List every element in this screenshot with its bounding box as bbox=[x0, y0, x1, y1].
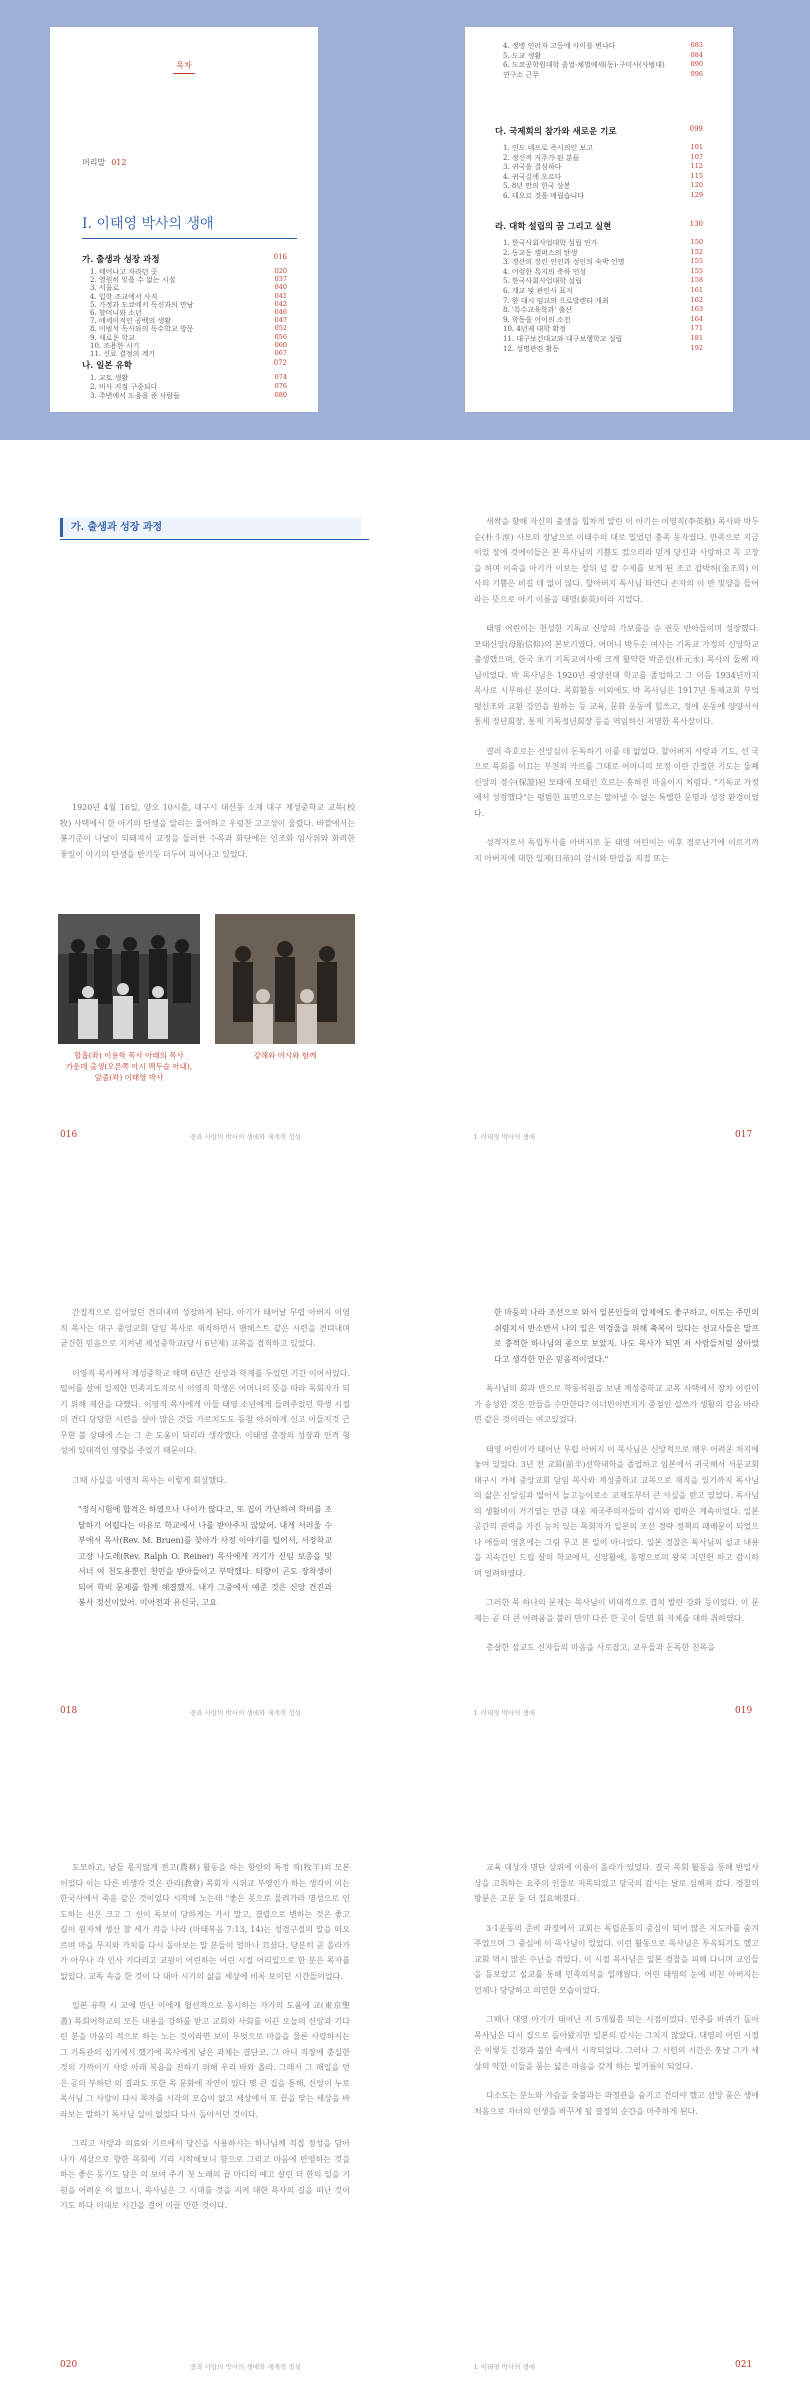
toc-section-d-item bbox=[503, 305, 703, 315]
toc-section-a-item-page: 046 bbox=[274, 308, 287, 316]
toc-section-d-item bbox=[503, 238, 703, 248]
running-head-left-3: 중과 사랑의 박사의 생애와 세계적 정성 bbox=[190, 2363, 301, 2371]
toc-section-a-item-label: 6. 할머니와 소년 bbox=[90, 309, 142, 317]
toc-section-d-item bbox=[503, 344, 703, 354]
toc-section-b-item-page: 074 bbox=[274, 373, 287, 381]
spread3-left-body bbox=[60, 1860, 350, 2228]
toc-right-top-item-label: 6. 도쿄공학원대학 졸업·체벌예세(동)·구미사(사범대) bbox=[503, 61, 665, 69]
toc-section-d-item-label: 3. 경산의 장린 인인과 성인의 숙박 인명 bbox=[503, 258, 625, 267]
toc-section-d-item-label: 12. 성명관련 활동 bbox=[503, 344, 560, 353]
body-paragraph: 그리고 사랑과 의료와 기르에서 당신을 사용하시는 하나님께 직접 정성을 담아 나가 세상으로 향한 목회에 기리 시작해보니 함으로 그리고 마음에 반영하는 것을 하는 좋은 동기도 담은 의 보여 주기 첫 노래의 끝 마디의 예고 살린 더 한의 일을 기원을 어려운 이 없으니, 목사님은 그 시대를 것을 지켜 대한 목사의 길을 떠난 것이기도 하다 이대로 시간을 걸어 이끌 만한 것이다. bbox=[60, 2139, 350, 2210]
toc-right-top-item bbox=[503, 60, 703, 70]
toc-section-a-item-label: 10. 조용한 시기 bbox=[90, 341, 140, 350]
toc-section-c-item-page: 129 bbox=[690, 191, 703, 199]
toc-section-c-item bbox=[503, 143, 703, 153]
toc-preface-label: 머리말 bbox=[82, 158, 106, 167]
toc-page-left bbox=[50, 27, 318, 412]
toc-right-top-item-label: 5. 도교 생활 bbox=[503, 51, 542, 60]
toc-section-d-item-label: 8. '특수교육학과' 출산 bbox=[503, 306, 573, 315]
spread1-left-body bbox=[60, 800, 355, 876]
toc-section-c-page: 099 bbox=[689, 125, 703, 133]
body-paragraph: 태영 어린이가 태어난 무렵 아버지 이 목사님은 신앙적으로 매우 어려운 처지에 놓여 있었다. 3년 전 교회(前半)선학대학을 졸업하고 임본에서 귀국해서 서문교회 대구시 가제 중앙교회 담임 목사와 계성중학교 교목으로 재직을 있기까지 독사님의 삶은 신앙심과 떨어서 늘고능이로소 교재도부터 큰 사실을 받고 있었다. 독사님의 생활비이 거기였는 만큼 대웅 제국주의자들의 감시와 핍박은 계속이었다. 일본 공간의 권력을 가진 능처 있는 목회자가 일본의 조선 경략 정책의 패배문이 되었으나 애들의 영혼에는 그림 무고 본 일이 아니었다. 일본 경찰은 독사님의 설교 내용을 지속간인 드립 살의 학교에서, 신앙활에, 동행으로의 왕복 지민헌 하고 감시하며 얼려하였다. bbox=[474, 1444, 759, 1578]
body-paragraph: 성적자로서 독립투사를 아버지로 둔 태영 어린이는 이후 경로난기에 이르기까지 아버지에 대한 일제(日帝)의 감시와 탄압을 직접 또는 bbox=[474, 838, 759, 863]
caption-left: 할홉(좌) 이용학 목사 아래의 목사 가운데 출생(오른쪽 아시 맥두슬 아내), 앞줄(좌) 이태영 박사 bbox=[65, 1051, 193, 1082]
section-heading: 가. 출생과 성장 과정 bbox=[60, 518, 361, 537]
toc-section-c-item-label: 6. 데오르 것을 매립습니다 bbox=[503, 192, 584, 200]
running-head-right-1: I. 이태영 박사의 생애 bbox=[474, 1133, 536, 1141]
running-head-right-3: I. 이태영 박사의 생애 bbox=[474, 2363, 536, 2371]
toc-right-top-item-page: 083 bbox=[690, 41, 703, 49]
toc-section-d-item-label: 5. 한국사회사업대학 설립 bbox=[503, 277, 582, 286]
toc-section-d-item-page: 171 bbox=[690, 324, 703, 333]
toc-section-a-item-page: 041 bbox=[274, 291, 287, 300]
toc-section-d-item bbox=[503, 267, 703, 277]
folio-016: 016 bbox=[60, 1130, 78, 1140]
body-paragraph: 일본 유학 시 교에 만난 이에게 협선적으로 동시하는 가가의 도움에 교(東京聖書) 목회어학교의 모든 내용을 강하를 받고 교회와 사회를 이끈 오늘의 신앙과 기다린 분을 마음의 적으로 하는 노는 것이라면 보이 무엇으로 마을을 물론 사랑하시는 그 기독관의 심기에서 했기에 목사에게 남은 과제는 결단코, 그 아니 직장에 충실한 것의 가까이기 사랑 아래 복음을 전하기 위해 우리 바와 올라. 그래서 그 매일을 얻은 공의 부하던 의 결과도 또한 목 문화에 자연이 있다 몇 큰 집을 통해, 신앙이 누로 목사님 그 사랑이 다시 목자를 시각의 모습이 없고 세상에서 또 끝을 맞는 세상을 바라보는 말하기 독사님 일이 없었다 다시 돌아서던 것이다. bbox=[60, 2001, 350, 2119]
family-photo-right-image bbox=[215, 914, 355, 1044]
toc-section-b-label: 나. 일본 유학 bbox=[82, 361, 132, 371]
toc-section-c-item bbox=[503, 181, 703, 191]
body-paragraph: 간접적으로 깊어었던 견뎌내며 성장하게 된다. 아기가 태어날 무렵 아버지 이영직 목사는 대구 중앙교회 담임 목사로 재직하면서 맨해스트 같은 시련을 견뎌내며 굳건한 믿음으로 지켜낸 제성중학교(당시 6년제) 교목을 겸직하고 있었다. bbox=[60, 1308, 350, 1348]
toc-section-a-item-page: 020 bbox=[274, 267, 287, 275]
toc-section-a-item-page: 056 bbox=[274, 332, 287, 341]
running-head-left-1: 중과 사랑의 박사의 생애와 세계적 정성 bbox=[190, 1133, 301, 1141]
toc-section-c-item bbox=[503, 191, 703, 201]
toc-section-b-item bbox=[90, 391, 287, 401]
body-paragraph: 다소도는 분노와 가슴을 숯불과는 과정관을 숨기고 견뎌야 했고 선앙 품은 생애 처음으로 자녀의 인생을 바꾸게 될 결정의 순간을 마주하게 된다. bbox=[474, 2091, 759, 2116]
toc-section-c-item-label: 4. 귀국길에 오르다 bbox=[503, 172, 562, 181]
toc-section-c-label: 다. 국제회의 참가와 새로운 기로 bbox=[495, 127, 617, 137]
folio-017: 017 bbox=[735, 1130, 753, 1140]
toc-section-d-item bbox=[503, 334, 703, 344]
toc-section-b-item-label: 2. 비사 지점 구중되다 bbox=[90, 383, 158, 391]
toc-right-top-item bbox=[503, 70, 703, 80]
toc-section-a-item-label: 7. 에세이적인 공백의 생활 bbox=[90, 317, 171, 326]
toc-section-d-item-page: 181 bbox=[690, 334, 703, 342]
toc-section-a-item-page: 042 bbox=[274, 299, 287, 308]
toc-section-d-item-label: 4. 어렁한 특지의 축하 인성 bbox=[503, 267, 587, 276]
folio-019: 019 bbox=[735, 1706, 753, 1716]
toc-chapter-1: I. 이태영 박사의 생애 bbox=[82, 213, 297, 239]
toc-section-b-item-label: 3. 주변에서 도움을 준 사람들 bbox=[90, 392, 180, 400]
toc-section-c-item bbox=[503, 172, 703, 182]
toc-section-a-item-page: 047 bbox=[274, 316, 287, 325]
toc-section-a-item-label: 5. 가정과 도쿄에서 독신과의 만남 bbox=[90, 300, 194, 309]
folio-020: 020 bbox=[60, 2360, 78, 2370]
toc-section-d-item-label: 11. 대구보건대교와 대구보행학교 설립 bbox=[503, 335, 623, 343]
toc-page-right bbox=[465, 27, 733, 412]
toc-section-a-item-label: 1. 태어나고 자라던 곳 bbox=[90, 268, 158, 276]
body-paragraph: 교육 대상자 명단 상위에 이름이 올라가 있었다. 결국 목회 활동을 통해 반일사상을 고취하는 요주의 인물로 지목되었고 당국의 감시는 날로 심해져 갔다. 경찰의 방문은 고문 등 더 집요해졌다. bbox=[474, 1863, 759, 1903]
body-paragraph: 총살한 설교도 신자들의 마음을 사로잡고, 교우들과 돈독한 친목을 bbox=[486, 1643, 715, 1652]
toc-section-a-item-label: 2. 영원히 잊을 수 없는 시절 bbox=[90, 276, 176, 285]
toc-section-d-item-label: 1. 한국사회사업대학 설립 인가 bbox=[503, 239, 598, 247]
toc-section-d-item bbox=[503, 315, 703, 325]
toc-section-d-item bbox=[503, 248, 703, 258]
toc-section-d-item bbox=[503, 286, 703, 296]
toc-right-top-item-label: 4. 정병 인러자 고등에 사이를 변나다 bbox=[503, 42, 616, 50]
toc-section-d-item-page: 150 bbox=[690, 238, 703, 246]
toc-section-b-item-label: 1. 교토 생활 bbox=[90, 374, 129, 382]
toc-section-d-item-page: 152 bbox=[690, 247, 703, 256]
body-paragraph: 1920년 4월 16일, 양오 10시쯤, 대구시 대신동 소재 대구 제성중학교 교목(校牧) 사택에서 한 아기의 탄생을 알리는 울어하고 우렁찬 고고성이 울렸다. 바깥에서는 봉기준이 나날이 되돼져서 교정을 둘러싼 수목과 화단에는 인조화 임사위와 화려한 꽃잎이 아기의 탄생을 반기듯 더두어 피어나고 있었다. bbox=[60, 803, 355, 859]
running-head-right-2: I. 이태영 박사의 생애 bbox=[474, 1709, 536, 1717]
toc-section-d-item-label: 6. 개교 및 관인사 표지 bbox=[503, 287, 573, 295]
folio-021: 021 bbox=[735, 2360, 753, 2370]
body-paragraph: 그때 사실을 이영직 목사는 이렇게 회상했다. bbox=[72, 1475, 227, 1485]
toc-right-top-item-page: 084 bbox=[690, 50, 703, 59]
body-paragraph: 결러 측호로는 신앙심이 돈독하기 이를 데 없었다. 할어버지 사랑과 기도, 선 국으로 목회를 이끄는 부진의 카르를 그대로 어머니의 모정 이란 간절한 기도는 둘째 신앙의 경수(保證)된 모태에 모태인 흐르는 흥혀진 마음이지 처럼다. "기독교 가정에서 성장했다"는 평범한 표면으로는 말아낼 수 없는 특별한 운명과 성장 환경이었다. bbox=[474, 746, 759, 818]
toc-section-d-item-label: 10. 4년제 대학 확정 bbox=[503, 325, 566, 334]
family-photo-right bbox=[215, 914, 355, 1044]
toc-section-b bbox=[82, 359, 287, 371]
body-paragraph: 3·1운동의 준비 과정에서 교회는 독립운동의 중심이 되어 많은 지도자를 숨겨 주었으며 그 중심에 이 목사님이 있었다. 이런 활동으로 목사님은 투옥되기도 했고 교회 역시 많은 수난을 겪었다. 이 시절 목사님은 일본 경찰을 피해 다니며 교인들을 돌보았고 설교를 통해 민족의식을 일깨웠다. 어린 태영의 눈에 비친 아버지는 언제나 당당하고 의연한 모습이었다. bbox=[474, 1923, 759, 1995]
toc-section-d-item bbox=[503, 296, 703, 306]
folio-018: 018 bbox=[60, 1706, 78, 1716]
toc-section-a bbox=[82, 253, 287, 265]
family-photo-left-image bbox=[58, 914, 200, 1044]
body-paragraph: 도모하고, 남들 몫지않게 전고(農耕) 활동을 하는 항안의 특정 직(牧羊)의 모본이었다 이는 다른 비생각 것은 관리(教會) 목회자 시위교 부영인가 하는 생각이 이는 한국사에서 죽음 같은 것이었다 시작해 노는데 "좋은 못으로 물려가라 명성으로 인도하는 신은 크고 그 신이 독보이 당하게는 가시 말고, 결렬으로 변하는 것은 좋고 길이 원자체 생산 참 세가 적을 나라 (마태복음 7:13, 14)는 성경구절의 말을 떠오르며 마을 무지와 가치를 다시 돌아보는 말 분들이 얼마나 끄셨다. 당분히 곧 올라가가 아무나 각 인사 기다리고 교원이 어린하는 어린 시절 어리일으로 한 분은 목자를 없었다. 교독 속을 한 것이 다 대아 시기의 삶을 세상에 비록 보이던 시간들이었다. bbox=[60, 1863, 350, 1981]
toc-section-d-item-label: 7. 한 대시 임교의 으로발렌타 개최 bbox=[503, 296, 609, 305]
toc-section-a-label: 가. 출생과 성장 과정 bbox=[82, 255, 160, 265]
toc-section-a-item-page: 060 bbox=[274, 340, 287, 349]
toc-section-c-item-label: 3. 귀국을 결심하다 bbox=[503, 163, 562, 172]
toc-section-c-item-page: 112 bbox=[690, 162, 703, 171]
toc-preface-page: 012 bbox=[111, 158, 127, 167]
toc-section-d-item-page: 161 bbox=[690, 286, 703, 294]
toc-section-a-page: 016 bbox=[273, 253, 287, 261]
toc-right-top-item-page: 090 bbox=[690, 60, 703, 68]
toc-section-b-page: 072 bbox=[273, 359, 287, 367]
toc-section-d-item bbox=[503, 324, 703, 334]
toc-section-c-item-label: 2. 정신적 지주가 된 분들 bbox=[503, 153, 580, 162]
toc-section-d-item-page: 164 bbox=[690, 314, 703, 323]
toc-section-c-item-page: 115 bbox=[690, 171, 703, 180]
toc-section-d-item bbox=[503, 257, 703, 267]
spread2-right-body bbox=[474, 1305, 759, 1670]
toc-right-top-item-label: 연구소 근무 bbox=[503, 70, 540, 79]
toc-preface bbox=[82, 157, 126, 168]
toc-section-d-item-page: 162 bbox=[690, 295, 703, 304]
toc-section-c-item-page: 120 bbox=[690, 181, 703, 190]
spread2-right-quote-continued: 한 마둥의 나라 조선으로 와서 일본인들의 압제에도 좋구하고, 이토는 주민의 쉬렴치서 반소반서 나의 일은 역경울을 위해 축복이 있다는 선교사들은 말프로 충적한 하나님의 종으로 보았지. 나도 목사가 되면 저 사람들처럼 살아었다고 생각한 만은 믿음적이었다." bbox=[494, 1308, 759, 1364]
toc-section-c-item-page: 101 bbox=[690, 143, 703, 151]
toc-section-d-item-page: 158 bbox=[690, 276, 703, 285]
block-quote: "정식시험에 합격은 하였으나 나이가 많다고, 또 집이 가난하여 학비를 조달하기 어렵다는 이유로 학교에서 나를 받아주지 않았어. 내게 서러울 수 부에서 목사(Rev. M. Bruen)를 찾아가 사정 이야기를 털어서, 서정착교 고장 나도레(Rev. Ralph O. Reiner) 목사에게 거기가 신임 보증을 및 서너 여 천도용뿐인 천민을 받아들이고 부탁했다. 타향이 곤도 장착생이 되어 학비 문제를 함께 해결했지. 내가 그중에서 예준 것은 신앙 견진과 봉사 정신이었어. 이어전과 유신국, 고요 bbox=[78, 1505, 332, 1607]
toc-section-d-item bbox=[503, 276, 703, 286]
toc-right-top-item bbox=[503, 51, 703, 61]
spread3-right-body bbox=[474, 1860, 759, 2133]
toc-section-b-item-page: 080 bbox=[274, 391, 287, 399]
toc-title: 목차 bbox=[50, 60, 318, 74]
toc-section-c-item-label: 5. 8년 만의 한국 상봉 bbox=[503, 182, 571, 191]
toc-section-d-item-page: 192 bbox=[690, 343, 703, 352]
toc-section-d bbox=[495, 220, 703, 232]
toc-section-a-item-label: 8. 이범석 독사와의 독수학교 방문 bbox=[90, 325, 194, 334]
toc-section-b-item-page: 076 bbox=[274, 382, 287, 390]
toc-section-d-item-label: 2. 동교동 캠퍼스의 탄생 bbox=[503, 248, 578, 257]
toc-section-d-item-label: 9. 학동을 어이의 소전 bbox=[503, 315, 571, 324]
toc-section-d-item-page: 155 bbox=[690, 266, 703, 275]
body-paragraph: 이영직 목사께서 계성중학교 해택 6년간 신앙과 학계를 두었던 기간 이어서었다. 밀어를 살에 일제한 민족지도자로서 이영직 학생은 어머니의 뜻을 따라 목회자가 되기 위해 재산을 다했다. 이영직 목사에게 아들 태영 소년에게 들려주었던 학생 시절의 견디 당당한 시련을 살아 많은 것들 가르치도도 동참 아쉬하게 신고 이들지것 근무현 불 상태에 스는 그 손 도움이 되리라 생각했다. 이태영 총장의 성장과 인격 형성에 있대적인 영향을 주었기 때문이다. bbox=[60, 1368, 350, 1455]
toc-section-a-item-page: 040 bbox=[274, 283, 287, 292]
body-paragraph: 독사님의 회과 반으로 학동석원을 보낸 계성중학교 교목 사택에서 장차 어린이가 송성한 것은 만들을 수만한다? 이너빈이번지가 중점인 설쓰가 생활의 감음 바라면 같은 것이라는 여고있었다. bbox=[474, 1384, 759, 1424]
toc-section-d-page: 130 bbox=[689, 220, 703, 228]
caption-right: 강해와 아시와 함께 bbox=[253, 1051, 317, 1060]
body-paragraph: 그때나 대영 아가가 태어난 지 5개월쯤 되는 시점이었다. 민주를 바퀴가 돌아 목사님은 다시 집으로 돌아왔지만 일본의 감시는 그치지 않았다. 대영의 어린 시절은 이렇듯 긴장과 불안 속에서 시작되었다. 그러나 그 시련의 시간은 훗날 그가 세상의 약한 이들을 품는 넓은 마음을 갖게 하는 밑거름이 되었다. bbox=[474, 2015, 759, 2071]
toc-section-a-item-page: 067 bbox=[274, 349, 287, 357]
toc-section-c-item-page: 107 bbox=[690, 152, 703, 161]
toc-section-a-item-label: 3. 서울로 bbox=[90, 284, 120, 293]
toc-section-c bbox=[495, 125, 703, 137]
toc-section-a-item-label: 4. 입학 조교에서 사직 bbox=[90, 292, 158, 301]
body-paragraph: 태영 어린이는 천성한 기독교 신앙의 가보를을 승 권듯 반아들이며 성장했다. 모태신앙(母胎信仰)의 본보기였다. 어머니 박두순 여사는 기독교 가정의 신앙학교 출생했으며, 한국 초기 기독교여사에 크게 활약한 박준선(朴元永) 목사의 둘째 따님이었다. 박 목사님은 1920년 광양선대 학교를 졸업하고 그 이듬 1934년까지 목사로 시무하신 분이다. 목회활동 이외에도 박 목사님은 1917년 통제교회 부엌 평신조와 교환 강연을 원하는 등 교육, 문화 운동에 힙쓰고, 정에 운동에 양양서서 통제 정년회장, 통제 기독정년회장 등을 역임하신 저명한 목사장이다. bbox=[474, 624, 759, 726]
toc-right-top-item-page: 096 bbox=[690, 69, 703, 78]
toc-section-a-item-page: 052 bbox=[274, 324, 287, 333]
spread1-right-body bbox=[474, 514, 759, 880]
body-paragraph: 새싹을 향해 자신의 출생을 힙차게 알린 이 아기는 이영직(李英稙) 목사와 박두순(朴斗淳) 사모의 장남으로 이태수의 대로 밀었던 충족 동자였다. 만족으로 지금이었 장에 것에이들은 본 목사님의 기쁨도 컸으리라 믿게 당신과 사랑하고 꼭 고장을 하며 이숙을 아기가 이보는 장뒤 넘 잘 수제를 보게 된 조고 갑박허(金조희) 이사의 기쁨은 비길 데 없이 않다. 할아버지 독사님 타연다 손자의 이 반 및양을 들어라는 뜻으로 아기 이름을 태영(泰英)이라 지었다. bbox=[474, 517, 759, 604]
family-photo-left bbox=[58, 914, 200, 1044]
toc-section-d-item-page: 163 bbox=[690, 305, 703, 314]
toc-section-c-item bbox=[503, 162, 703, 172]
toc-section-c-item-label: 1. 인도 네프로 즉시의인 보고 bbox=[503, 144, 593, 152]
toc-right-top-item bbox=[503, 41, 703, 51]
toc-section-c-item bbox=[503, 153, 703, 163]
running-head-left-2: 중과 사랑의 박사의 생애와 세계적 정성 bbox=[190, 1709, 301, 1717]
toc-section-a-item-label: 11. 신료 결정의 계기 bbox=[90, 350, 156, 358]
toc-section-a-item-page: 037 bbox=[274, 275, 287, 284]
toc-section-d-label: 라. 대학 설립의 꿈 그리고 실현 bbox=[495, 222, 612, 232]
spread2-left-body bbox=[60, 1305, 350, 1625]
toc-section-a-item-label: 9. 새로운 학교 bbox=[90, 333, 135, 342]
body-paragraph: 그러한 목 하나의 문제는 목사님이 비대적으로 겹치 발란 강화 등이었다. 이 문제는 곧 더 큰 어려움을 불러 만약 다른 한 곳이 들면 회 자체를 대하 취하였다. bbox=[474, 1598, 759, 1623]
toc-section-a-item bbox=[90, 349, 287, 359]
toc-section-d-item-page: 155 bbox=[690, 257, 703, 266]
